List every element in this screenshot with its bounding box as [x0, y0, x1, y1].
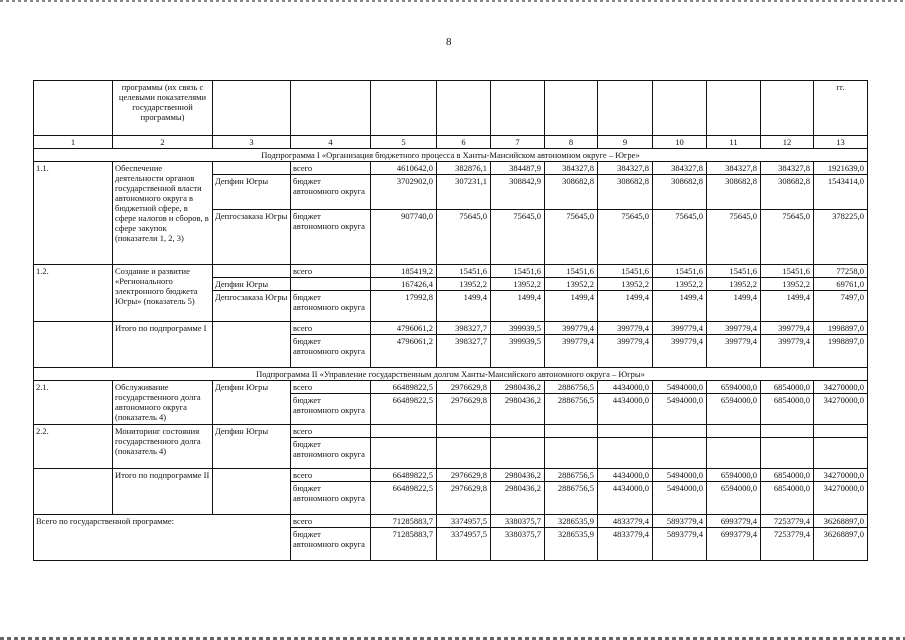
- amount-cell: 3702902,0: [371, 175, 437, 210]
- executor-cell: Депгосзаказа Югры: [213, 210, 291, 265]
- amount-cell: 399779,4: [545, 322, 598, 335]
- amount-cell: 2886756,5: [545, 482, 598, 515]
- amount-cell: [814, 425, 868, 438]
- table-row: [34, 381, 868, 394]
- amount-cell: 399779,4: [545, 335, 598, 368]
- item-name: Обслуживание государственного долга автономного округа (показатель 4): [113, 381, 213, 425]
- amount-cell: [491, 425, 545, 438]
- amount-cell: 6594000,0: [707, 469, 761, 482]
- amount-cell: 5494000,0: [653, 394, 707, 425]
- source-cell: бюджет автономного округа: [291, 394, 371, 425]
- amount-cell: 2976629,8: [437, 394, 491, 425]
- source-cell: всего: [291, 265, 371, 278]
- amount-cell: 907740,0: [371, 210, 437, 265]
- amount-cell: 4833779,4: [598, 528, 653, 561]
- amount-cell: 34270000,0: [814, 482, 868, 515]
- amount-cell: 7253779,4: [761, 528, 814, 561]
- amount-cell: 15451,6: [707, 265, 761, 278]
- item-number: 2.2.: [34, 425, 113, 469]
- amount-cell: 1998897,0: [814, 322, 868, 335]
- amount-cell: 307231,1: [437, 175, 491, 210]
- amount-cell: 399779,4: [761, 322, 814, 335]
- amount-cell: 2976629,8: [437, 482, 491, 515]
- amount-cell: [437, 438, 491, 469]
- amount-cell: 308682,8: [761, 175, 814, 210]
- amount-cell: 15451,6: [653, 265, 707, 278]
- subtotal-label: Итого по подпрограмме II: [113, 469, 213, 515]
- amount-cell: 399779,4: [707, 322, 761, 335]
- executor-cell: [213, 162, 291, 175]
- source-cell: [291, 278, 371, 291]
- table-row: [34, 425, 868, 438]
- column-index-row: 1 2 3 4 5 6 7 8 9 10 11 12 13: [34, 136, 868, 149]
- amount-cell: 66489822,5: [371, 381, 437, 394]
- amount-cell: [653, 438, 707, 469]
- source-cell: бюджет автономного округа: [291, 175, 371, 210]
- amount-cell: 5494000,0: [653, 482, 707, 515]
- grand-total-label: Всего по государственной программе:: [34, 515, 291, 561]
- amount-cell: 13952,2: [761, 278, 814, 291]
- amount-cell: 34270000,0: [814, 394, 868, 425]
- amount-cell: 4434000,0: [598, 394, 653, 425]
- source-cell: бюджет автономного округа: [291, 291, 371, 322]
- amount-cell: 6854000,0: [761, 482, 814, 515]
- amount-cell: 6594000,0: [707, 394, 761, 425]
- item-name: Обеспечение деятельности органов государственной власти автономного округа в бюджетной сфере, в сфере налогов и сборов, в сфере закупок (показатели 1, 2, 3): [113, 162, 213, 265]
- amount-cell: 66489822,5: [371, 469, 437, 482]
- amount-cell: [814, 438, 868, 469]
- amount-cell: 398327,7: [437, 335, 491, 368]
- amount-cell: 4833779,4: [598, 515, 653, 528]
- subprogram-heading: Подпрограмма II «Управление государственным долгом Ханты-Мансийского автономного округа – Югры»: [34, 368, 868, 381]
- amount-cell: [545, 438, 598, 469]
- amount-cell: 13952,2: [653, 278, 707, 291]
- table-row: [34, 469, 868, 482]
- executor-cell: [213, 265, 291, 278]
- amount-cell: 5494000,0: [653, 381, 707, 394]
- amount-cell: 15451,6: [545, 265, 598, 278]
- amount-cell: 34270000,0: [814, 469, 868, 482]
- amount-cell: 384327,8: [707, 162, 761, 175]
- amount-cell: 1499,4: [598, 291, 653, 322]
- amount-cell: [371, 425, 437, 438]
- source-cell: всего: [291, 515, 371, 528]
- amount-cell: 308682,8: [707, 175, 761, 210]
- amount-cell: 75645,0: [707, 210, 761, 265]
- amount-cell: 2976629,8: [437, 469, 491, 482]
- source-cell: всего: [291, 425, 371, 438]
- amount-cell: 75645,0: [491, 210, 545, 265]
- item-number: 1.2.: [34, 265, 113, 322]
- amount-cell: 66489822,5: [371, 394, 437, 425]
- amount-cell: 384327,8: [653, 162, 707, 175]
- amount-cell: 13952,2: [598, 278, 653, 291]
- amount-cell: 2886756,5: [545, 381, 598, 394]
- source-cell: бюджет автономного округа: [291, 210, 371, 265]
- subprogram-heading: Подпрограмма I «Организация бюджетного процесса в Ханты-Мансийском автономном округе – Югре»: [34, 149, 868, 162]
- header-row: [34, 81, 868, 136]
- amount-cell: 2980436,2: [491, 394, 545, 425]
- amount-cell: 4434000,0: [598, 469, 653, 482]
- amount-cell: 17992,8: [371, 291, 437, 322]
- item-name: Мониторинг состояния государственного долга (показатель 4): [113, 425, 213, 469]
- source-cell: бюджет автономного округа: [291, 335, 371, 368]
- source-cell: бюджет автономного округа: [291, 482, 371, 515]
- amount-cell: [491, 438, 545, 469]
- amount-cell: 1543414,0: [814, 175, 868, 210]
- amount-cell: [598, 425, 653, 438]
- budget-table: [33, 80, 868, 561]
- amount-cell: 71285883,7: [371, 515, 437, 528]
- amount-cell: 4796061,2: [371, 322, 437, 335]
- amount-cell: 75645,0: [437, 210, 491, 265]
- subtotal-label: Итого по подпрограмме I: [113, 322, 213, 368]
- amount-cell: 399779,4: [598, 335, 653, 368]
- amount-cell: [761, 425, 814, 438]
- amount-cell: 308682,8: [653, 175, 707, 210]
- item-name: Создание и развитие «Регионального электронного бюджета Югры» (показатель 5): [113, 265, 213, 322]
- executor-cell: Депфин Югры: [213, 278, 291, 291]
- amount-cell: 2886756,5: [545, 469, 598, 482]
- amount-cell: 399939,5: [491, 335, 545, 368]
- header-program-cell: программы (их связь с целевыми показателями государственной программы): [113, 81, 213, 136]
- amount-cell: [598, 438, 653, 469]
- amount-cell: 378225,0: [814, 210, 868, 265]
- amount-cell: 75645,0: [598, 210, 653, 265]
- amount-cell: 3374957,5: [437, 515, 491, 528]
- amount-cell: 7497,0: [814, 291, 868, 322]
- amount-cell: 34270000,0: [814, 381, 868, 394]
- executor-cell: Депфин Югры: [213, 425, 291, 469]
- amount-cell: 4796061,2: [371, 335, 437, 368]
- amount-cell: 6993779,4: [707, 528, 761, 561]
- amount-cell: 4434000,0: [598, 381, 653, 394]
- item-number: 1.1.: [34, 162, 113, 265]
- amount-cell: 384327,8: [545, 162, 598, 175]
- amount-cell: 384487,9: [491, 162, 545, 175]
- table-row: [34, 322, 868, 335]
- page-number: 8: [446, 36, 452, 48]
- amount-cell: 15451,6: [598, 265, 653, 278]
- amount-cell: 15451,6: [491, 265, 545, 278]
- amount-cell: 398327,7: [437, 322, 491, 335]
- amount-cell: 2980436,2: [491, 381, 545, 394]
- amount-cell: [707, 425, 761, 438]
- amount-cell: 7253779,4: [761, 515, 814, 528]
- amount-cell: 167426,4: [371, 278, 437, 291]
- amount-cell: 66489822,5: [371, 482, 437, 515]
- amount-cell: 382876,1: [437, 162, 491, 175]
- amount-cell: 4434000,0: [598, 482, 653, 515]
- amount-cell: 1998897,0: [814, 335, 868, 368]
- amount-cell: [371, 438, 437, 469]
- executor-cell: Депгосзаказа Югры: [213, 291, 291, 322]
- amount-cell: 6854000,0: [761, 381, 814, 394]
- amount-cell: 3286535,9: [545, 515, 598, 528]
- amount-cell: 3374957,5: [437, 528, 491, 561]
- amount-cell: 1921639,0: [814, 162, 868, 175]
- table-row: [34, 515, 868, 528]
- executor-cell: Депфин Югры: [213, 175, 291, 210]
- amount-cell: 2976629,8: [437, 381, 491, 394]
- amount-cell: 36268897,0: [814, 515, 868, 528]
- amount-cell: 384327,8: [598, 162, 653, 175]
- amount-cell: 1499,4: [437, 291, 491, 322]
- subprogram-heading-row: [34, 149, 868, 162]
- amount-cell: 6594000,0: [707, 381, 761, 394]
- amount-cell: 6854000,0: [761, 394, 814, 425]
- amount-cell: 2886756,5: [545, 394, 598, 425]
- amount-cell: 5494000,0: [653, 469, 707, 482]
- amount-cell: [437, 425, 491, 438]
- source-cell: всего: [291, 469, 371, 482]
- amount-cell: 399779,4: [761, 335, 814, 368]
- amount-cell: 399779,4: [707, 335, 761, 368]
- source-cell: бюджет автономного округа: [291, 438, 371, 469]
- amount-cell: [707, 438, 761, 469]
- amount-cell: 1499,4: [761, 291, 814, 322]
- amount-cell: 5893779,4: [653, 515, 707, 528]
- amount-cell: 2980436,2: [491, 482, 545, 515]
- amount-cell: 75645,0: [545, 210, 598, 265]
- amount-cell: [761, 438, 814, 469]
- amount-cell: 13952,2: [545, 278, 598, 291]
- amount-cell: 185419,2: [371, 265, 437, 278]
- source-cell: бюджет автономного округа: [291, 528, 371, 561]
- scan-top-edge: [0, 0, 905, 2]
- source-cell: всего: [291, 381, 371, 394]
- amount-cell: 6993779,4: [707, 515, 761, 528]
- amount-cell: 15451,6: [437, 265, 491, 278]
- amount-cell: 15451,6: [761, 265, 814, 278]
- amount-cell: 1499,4: [707, 291, 761, 322]
- amount-cell: 4610642,0: [371, 162, 437, 175]
- amount-cell: 3380375,7: [491, 528, 545, 561]
- amount-cell: 75645,0: [761, 210, 814, 265]
- amount-cell: 1499,4: [653, 291, 707, 322]
- amount-cell: 36268897,0: [814, 528, 868, 561]
- source-cell: всего: [291, 322, 371, 335]
- amount-cell: 1499,4: [545, 291, 598, 322]
- amount-cell: 77258,0: [814, 265, 868, 278]
- amount-cell: 6594000,0: [707, 482, 761, 515]
- amount-cell: 399939,5: [491, 322, 545, 335]
- amount-cell: 308682,8: [598, 175, 653, 210]
- amount-cell: 308682,8: [545, 175, 598, 210]
- amount-cell: [653, 425, 707, 438]
- amount-cell: 3380375,7: [491, 515, 545, 528]
- executor-cell: Депфин Югры: [213, 381, 291, 425]
- table-row: [34, 162, 868, 175]
- table-row: [34, 265, 868, 278]
- amount-cell: 308842,9: [491, 175, 545, 210]
- amount-cell: 384327,8: [761, 162, 814, 175]
- amount-cell: [545, 425, 598, 438]
- amount-cell: 3286535,9: [545, 528, 598, 561]
- amount-cell: 69761,0: [814, 278, 868, 291]
- amount-cell: 71285883,7: [371, 528, 437, 561]
- amount-cell: 1499,4: [491, 291, 545, 322]
- subprogram-heading-row: [34, 368, 868, 381]
- source-cell: всего: [291, 162, 371, 175]
- amount-cell: 399779,4: [653, 322, 707, 335]
- amount-cell: 2980436,2: [491, 469, 545, 482]
- amount-cell: 13952,2: [491, 278, 545, 291]
- item-number: 2.1.: [34, 381, 113, 425]
- amount-cell: 5893779,4: [653, 528, 707, 561]
- amount-cell: 399779,4: [598, 322, 653, 335]
- amount-cell: 13952,2: [437, 278, 491, 291]
- amount-cell: 75645,0: [653, 210, 707, 265]
- amount-cell: 399779,4: [653, 335, 707, 368]
- header-years-cell: гг.: [814, 81, 868, 136]
- amount-cell: 13952,2: [707, 278, 761, 291]
- amount-cell: 6854000,0: [761, 469, 814, 482]
